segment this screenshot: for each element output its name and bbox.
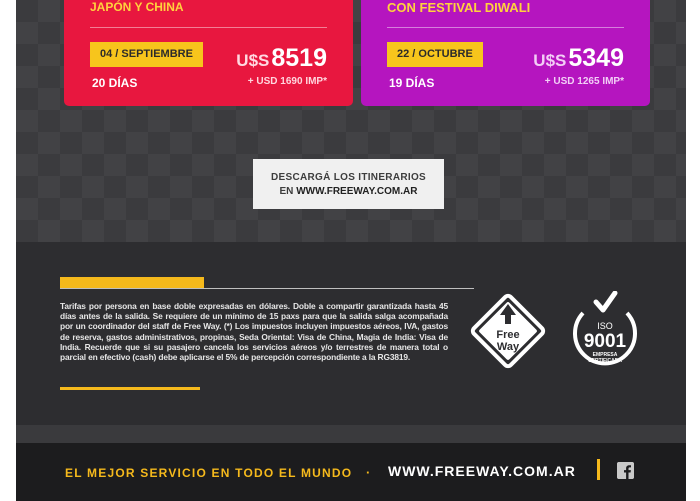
- tour-taxes: + USD 1265 IMP*: [544, 76, 624, 87]
- price-currency: U$S: [533, 51, 567, 70]
- tour-price: [533, 44, 624, 73]
- tour-card-japan-china[interactable]: [64, 0, 353, 106]
- iso-9001-logo: [569, 291, 641, 369]
- footer-tagline: EL MEJOR SERVICIO EN TODO EL MUNDO: [65, 466, 353, 480]
- tour-title: JAPÓN Y CHINA: [90, 0, 184, 14]
- departure-date-badge: 22 / OCTUBRE: [387, 42, 483, 67]
- tour-taxes: + USD 1690 IMP*: [247, 76, 327, 87]
- download-prefix: EN: [279, 185, 294, 197]
- tour-title: CON FESTIVAL DIWALI: [387, 0, 531, 15]
- facebook-icon[interactable]: [617, 462, 634, 479]
- price-amount: 5349: [568, 44, 624, 72]
- tour-card-diwali[interactable]: [361, 0, 650, 106]
- download-itineraries-button[interactable]: [253, 159, 444, 209]
- accent-underline: [60, 387, 200, 390]
- checkmark-icon: [596, 293, 615, 310]
- freeway-logo: [467, 290, 549, 372]
- section-divider-band: [16, 425, 686, 443]
- download-url: WWW.FREEWAY.COM.AR: [296, 185, 418, 197]
- card-divider: [90, 27, 327, 28]
- tour-duration: 19 DÍAS: [389, 76, 435, 90]
- iso-sub-1: EMPRESA: [592, 352, 618, 358]
- iso-sub-2: CERTIFICADA: [588, 358, 622, 364]
- price-currency: U$S: [236, 51, 270, 70]
- price-amount: 8519: [271, 44, 327, 72]
- accent-bar: [60, 277, 204, 288]
- footer-divider: [597, 459, 600, 480]
- freeway-logo-word2: Way: [496, 341, 520, 353]
- iso-label: ISO: [597, 321, 613, 331]
- departure-date-badge: 04 / SEPTIEMBRE: [90, 42, 203, 67]
- footer-website-link[interactable]: WWW.FREEWAY.COM.AR: [388, 463, 576, 479]
- terms-rule: [60, 288, 474, 289]
- tour-price: [236, 44, 327, 73]
- content-panel: [16, 0, 686, 501]
- terms-disclaimer: Tarifas por persona en base doble expresadas en dólares. Doble a compartir garantizada hasta 45 días antes de la salida. Se requiere de un mínimo de 15 paxs para que la salida salga acompañada por un coordinador del staff de Free Way. (*) Los impuestos incluyen impuestos aéreos, IVA, gastos de reserva, gastos administrativos, propinas, Seda Oriental: Visa de China, Magia de India: Visa de India. Recuerde que si su pasajero cancela los servicios aéreos y/o terrestres de manera total o parcial en efectivo (cash) debe aplicarse el 5% de percepción correspondiente a la RG3819.: [60, 301, 448, 363]
- tour-duration: 20 DÍAS: [92, 76, 138, 90]
- download-url-line: [280, 186, 418, 197]
- download-label: DESCARGÁ LOS ITINERARIOS: [271, 171, 426, 183]
- card-divider: [387, 27, 624, 28]
- iso-number: 9001: [583, 331, 627, 352]
- footer-separator-dot: ·: [366, 465, 371, 480]
- freeway-logo-word1: Free: [496, 329, 520, 341]
